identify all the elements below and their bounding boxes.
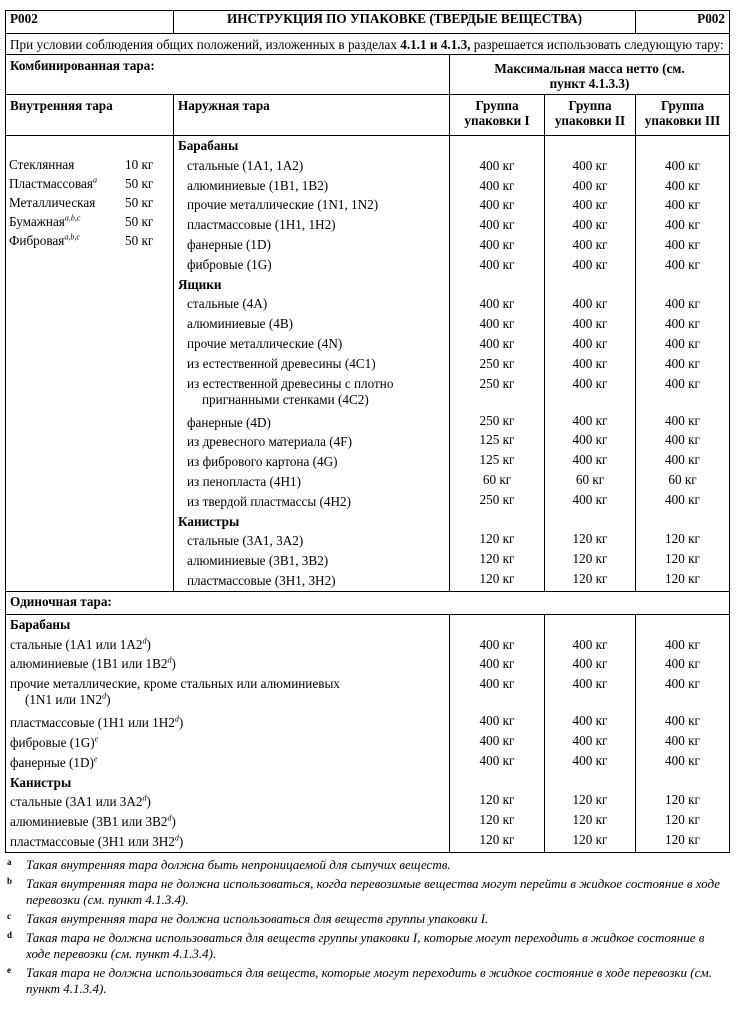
packaging-type: [174, 156, 449, 176]
max-mass-value: 400 кг: [572, 752, 608, 768]
max-mass-value: 400 кг: [665, 316, 700, 332]
max-mass-value: 400 кг: [572, 636, 608, 652]
max-mass-value: 400 кг: [479, 732, 515, 748]
max-mass-value: 400 кг: [572, 316, 608, 332]
max-mass-value: 120 кг: [479, 792, 515, 808]
max-mass-value: 400 кг: [665, 157, 700, 173]
packaging-type-label: Барабаны: [178, 138, 239, 153]
max-mass-value: 400 кг: [479, 316, 515, 332]
max-mass-value: 400 кг: [665, 256, 700, 272]
packaging-type-label: алюминиевые (3B1, 3B2): [187, 553, 329, 569]
packaging-type-label: из пенопласта (4H1): [187, 473, 302, 489]
packaging-type: [174, 195, 449, 215]
inner-item-label: Стеклянная: [9, 157, 75, 173]
packaging-type-label: Канистры: [10, 774, 72, 790]
max-mass-value: 120 кг: [572, 531, 608, 547]
max-mass-value: 400 кг: [479, 752, 515, 768]
max-mass-value: 120 кг: [665, 551, 700, 567]
max-mass-value: 400 кг: [665, 412, 700, 428]
inner-item-label: Фибровая: [9, 233, 65, 249]
max-mass-value: 120 кг: [479, 812, 515, 828]
packaging-type: [6, 713, 449, 733]
label-tail: ): [171, 814, 176, 830]
max-mass-value: 400 кг: [665, 636, 700, 652]
max-mass-value: 60 кг: [668, 471, 697, 487]
packaging-type-label: пластмассовые (3H1 или 3H2: [10, 833, 175, 849]
max-mass-value: 120 кг: [479, 531, 515, 547]
max-mass-value: 400 кг: [665, 355, 700, 371]
packaging-type-label: из древесного материала (4F): [187, 434, 352, 450]
instruction-code-left: P002: [6, 11, 174, 34]
footnote-mark: b: [7, 875, 13, 886]
packaging-type-label: прочие металлические (4N): [187, 335, 343, 351]
inner-item-mass: 50 кг: [125, 195, 154, 211]
packaging-type: [174, 215, 449, 235]
max-mass-value: 400 кг: [572, 656, 608, 672]
max-mass-value: 400 кг: [572, 177, 608, 193]
packaging-type: [6, 654, 449, 674]
inner-item-mass: 10 кг: [125, 157, 154, 173]
packaging-type-line: пригнанными стенками (4C2): [202, 391, 369, 407]
max-mass-value: [545, 275, 635, 295]
footnote-c: [5, 911, 729, 927]
inner-item-name: [9, 193, 95, 212]
footnote-mark: e: [7, 964, 11, 975]
max-mass-value: 400 кг: [479, 157, 515, 173]
group1-values: [450, 136, 545, 592]
packaging-type: [174, 354, 449, 374]
max-mass-value: 120 кг: [572, 551, 608, 567]
max-mass-value: [450, 771, 544, 791]
max-mass-value: 400 кг: [665, 236, 700, 252]
max-mass-value: 250 кг: [479, 491, 515, 507]
max-mass-value: 400 кг: [479, 197, 515, 213]
inner-item: [6, 231, 173, 250]
packaging-type-label: Канистры: [178, 513, 240, 529]
max-mass-value: 400 кг: [479, 217, 515, 233]
footnote-d: [5, 930, 729, 962]
max-mass-value: 125 кг: [479, 432, 515, 448]
footnote-text: Такая внутренняя тара не должна использоваться для веществ группы упаковки I.: [26, 910, 489, 926]
max-mass-value: 400 кг: [665, 296, 700, 312]
max-mass-value: [545, 615, 635, 635]
max-mass-value: 120 кг: [479, 570, 515, 586]
max-mass-value: 400 кг: [665, 217, 700, 233]
footnote-e: [5, 965, 729, 997]
inner-item-label: Металлическая: [9, 195, 96, 211]
packaging-type: [174, 235, 449, 255]
label-tail: ): [171, 656, 176, 672]
packaging-type: [174, 334, 449, 354]
single-packaging-list: [6, 614, 450, 852]
col-group1-header: Группа упаковки I: [450, 95, 545, 136]
max-mass-value: 400 кг: [572, 296, 608, 312]
col-group2-header: Группа упаковки II: [545, 95, 636, 136]
inner-item: [6, 174, 173, 193]
max-mass-value: 400 кг: [572, 355, 608, 371]
footnote-text: Такая внутренняя тара не должна использоваться, когда перевозимые вещества могут перейти в жидкое состояние в ходе перевозки (см. пункт 4.1.3.4).: [26, 875, 721, 907]
group2-values: [545, 136, 636, 592]
category-heading: [6, 615, 449, 635]
max-mass-value: 400 кг: [665, 713, 700, 729]
packaging-type-line: из естественной древесины с плотно: [187, 375, 394, 391]
packing-instruction-page: [5, 10, 729, 1000]
packaging-type-label: из фибрового картона (4G): [187, 454, 338, 470]
inner-item-mass: 50 кг: [125, 214, 154, 230]
footnote-b: [5, 876, 729, 908]
max-mass-value: [450, 510, 544, 530]
max-mass-value: [545, 771, 635, 791]
max-mass-value: 400 кг: [665, 335, 700, 351]
max-mass-value: [545, 510, 635, 530]
max-mass-value: 400 кг: [572, 256, 608, 272]
inner-item-name: [9, 231, 80, 250]
category-heading: [174, 136, 449, 156]
max-mass-value: 400 кг: [572, 375, 608, 391]
max-mass-value: 400 кг: [665, 752, 700, 768]
footnote-ref: d: [142, 793, 147, 803]
label-tail: ): [146, 794, 151, 810]
inner-spacer: [6, 136, 173, 155]
packaging-type-label: алюминиевые (4B): [187, 316, 294, 332]
packaging-type-label: стальные (1A1 или 1A2: [10, 636, 143, 652]
footnote-mark: d: [7, 929, 13, 940]
max-mass-value: 120 кг: [572, 570, 608, 586]
max-mass-value: 400 кг: [572, 491, 608, 507]
packaging-type-label: пластмассовые (1H1 или 1H2: [10, 715, 175, 731]
max-mass-value: 400 кг: [572, 157, 608, 173]
packaging-type-label: алюминиевые (3B1 или 3B2: [10, 814, 168, 830]
packaging-type-label: стальные (3A1, 3A2): [187, 533, 304, 549]
inner-item-footnote-ref: a: [92, 176, 97, 185]
max-mass-value: 400 кг: [479, 335, 515, 351]
col-group3-header: Группа упаковки III: [636, 95, 730, 136]
packaging-type: [174, 452, 449, 472]
category-heading: [6, 773, 449, 793]
inner-packaging-list: [6, 136, 174, 592]
packaging-type: [174, 571, 449, 591]
single-group1-values: [450, 614, 545, 852]
inner-item: [6, 155, 173, 174]
packaging-type-label: Барабаны: [10, 616, 71, 632]
packaging-type-label: Ящики: [178, 276, 222, 292]
max-mass-value: 400 кг: [665, 656, 700, 672]
max-mass-value: 400 кг: [572, 713, 608, 729]
packaging-type: [174, 294, 449, 314]
packaging-type-label: пластмассовые (1H1, 1H2): [187, 217, 336, 233]
inner-item-name: [9, 212, 80, 231]
max-mass-value: 400 кг: [665, 432, 700, 448]
max-mass-value: 120 кг: [572, 831, 608, 847]
packaging-type-label: алюминиевые (1B1 или 1B2: [10, 656, 168, 672]
max-mass-value: 125 кг: [479, 452, 515, 468]
max-mass-value: 400 кг: [479, 656, 515, 672]
footnote-mark: c: [7, 910, 11, 921]
packaging-type: [6, 792, 449, 812]
max-mass-value: [545, 136, 635, 156]
max-mass-value: 120 кг: [572, 792, 608, 808]
max-mass-value: 400 кг: [665, 452, 700, 468]
label-tail: ): [106, 692, 111, 708]
max-mass-value: 400 кг: [479, 296, 515, 312]
inner-item-label: Бумажная: [9, 214, 65, 230]
max-mass-value: 250 кг: [479, 355, 515, 371]
inner-item-name: [9, 174, 97, 193]
footnote-ref: d: [142, 636, 147, 646]
packaging-type: [6, 753, 449, 773]
packaging-type: [174, 472, 449, 492]
max-mass-value: [450, 136, 544, 156]
inner-item: [6, 193, 173, 212]
label-tail: ): [178, 715, 184, 731]
packaging-type-line: (1N1 или 1N2$^d$): [25, 691, 111, 708]
page-title: ИНСТРУКЦИЯ ПО УПАКОВКЕ (ТВЕРДЫЕ ВЕЩЕСТВА): [174, 11, 636, 34]
max-mass-value: 250 кг: [479, 375, 515, 391]
packaging-type-label: фанерные (1D): [10, 754, 94, 770]
max-mass-value: 400 кг: [572, 217, 608, 233]
inner-item-name: [9, 155, 74, 174]
max-mass-value: 60 кг: [482, 471, 512, 487]
max-mass-value: [636, 136, 729, 156]
max-mass-value: 120 кг: [665, 812, 700, 828]
max-mass-value: [450, 275, 544, 295]
max-mass-value: 400 кг: [572, 432, 608, 448]
packaging-type: [174, 551, 449, 571]
label-tail: ): [146, 636, 151, 652]
packing-table: [5, 10, 730, 853]
packaging-type: [174, 314, 449, 334]
packaging-type-label: из твердой пластмассы (4H2): [187, 493, 351, 509]
max-mass-value: 400 кг: [665, 197, 700, 213]
packaging-type: [6, 832, 449, 852]
max-mass-value: 400 кг: [572, 676, 608, 692]
inner-item: [6, 212, 173, 231]
max-mass-value: 60 кг: [575, 471, 605, 487]
packaging-type-label: из естественной древесины (4C1): [187, 355, 376, 371]
inner-item-label: Пластмассовая: [9, 176, 93, 192]
packaging-type-label: фанерные (1D): [187, 236, 271, 252]
packaging-type: [174, 492, 449, 512]
packaging-type: [6, 674, 449, 713]
max-mass-value: 400 кг: [572, 732, 608, 748]
max-mass-value: 400 кг: [479, 177, 515, 193]
packaging-type: [174, 413, 449, 433]
max-mass-value: 400 кг: [479, 713, 515, 729]
max-mass-value: [450, 615, 544, 635]
packaging-type: [174, 176, 449, 196]
max-mass-value: [636, 510, 729, 530]
max-mass-value: 120 кг: [479, 551, 515, 567]
max-mass-value: 400 кг: [665, 375, 700, 391]
inner-item-footnote-ref: a,b,c: [64, 233, 80, 242]
packaging-type-label: фибровые (1G): [187, 256, 272, 272]
category-heading: [174, 512, 449, 532]
packaging-type: [174, 432, 449, 452]
max-mass-value: 120 кг: [665, 831, 700, 847]
footnote-ref: d: [167, 813, 172, 823]
footnote-ref: d: [174, 833, 179, 843]
footnote-ref: d: [167, 655, 172, 665]
single-group2-values: [545, 614, 636, 852]
packaging-type-label: стальные (3A1 или 3A2: [10, 794, 143, 810]
max-mass-value: 120 кг: [479, 831, 515, 847]
footnote-ref: e: [94, 734, 99, 744]
packaging-type: [6, 733, 449, 753]
max-mass-value: 120 кг: [665, 531, 700, 547]
col-inner-header: Внутренняя тара: [6, 95, 174, 136]
outer-packaging-list: [174, 136, 450, 592]
max-mass-value: 400 кг: [479, 256, 515, 272]
max-mass-value: 400 кг: [479, 236, 515, 252]
intro-paragraph: При условии соблюдения общих положений, изложенных в разделах 4.1.1 и 4.1.3, разрешается использовать следующую тару:: [6, 34, 730, 55]
max-mass-value: 400 кг: [572, 335, 608, 351]
max-mass-value: 120 кг: [665, 570, 700, 586]
max-mass-value: 400 кг: [665, 732, 700, 748]
max-mass-value: 400 кг: [665, 177, 700, 193]
footnote-ref: e: [93, 754, 98, 764]
packaging-type: [174, 374, 449, 413]
max-mass-value: 400 кг: [572, 452, 608, 468]
group3-values: [636, 136, 730, 592]
max-mass-value: 400 кг: [572, 236, 608, 252]
max-mass-header: Максимальная масса нетто (см. пункт 4.1.3.3): [450, 55, 730, 95]
combined-packaging-label: Комбинированная тара:: [6, 55, 450, 95]
footnotes: [5, 857, 729, 997]
packaging-type: [6, 812, 449, 832]
packaging-type-label: алюминиевые (1B1, 1B2): [187, 177, 329, 193]
max-mass-value: 400 кг: [665, 676, 700, 692]
packaging-type-label: стальные (4A): [187, 296, 268, 312]
max-mass-value: [636, 275, 729, 295]
packaging-type-label: стальные (1A1, 1A2): [187, 157, 304, 173]
footnote-a: [5, 857, 729, 873]
max-mass-value: 400 кг: [665, 491, 700, 507]
footnote-text: Такая внутренняя тара должна быть непроницаемой для сыпучих веществ.: [26, 856, 451, 872]
col-outer-header: Наружная тара: [174, 95, 450, 136]
max-mass-value: 400 кг: [572, 197, 608, 213]
inner-item-mass: 50 кг: [125, 233, 154, 249]
max-mass-value: 400 кг: [572, 412, 608, 428]
packaging-type-line: прочие металлические, кроме стальных или алюминиевых: [10, 676, 340, 692]
instruction-code-right: P002: [636, 11, 730, 34]
inner-item-mass: 50 кг: [125, 176, 154, 192]
footnote-text: Такая тара не должна использоваться для веществ, которые могут переходить в жидкое состояние в ходе перевозки (см. пункт 4.1.3.4).: [26, 964, 712, 996]
max-mass-value: 400 кг: [479, 636, 515, 652]
packaging-type-label: пластмассовые (3H1, 3H2): [187, 572, 336, 588]
max-mass-value: 400 кг: [479, 676, 515, 692]
footnote-mark: a: [7, 856, 12, 867]
label-tail: ): [178, 833, 184, 849]
inner-item-footnote-ref: a,b,c: [64, 214, 81, 223]
footnote-ref: d: [102, 691, 107, 701]
footnote-ref: d: [174, 714, 179, 724]
packaging-type: [174, 531, 449, 551]
single-packaging-label: Одиночная тара:: [6, 591, 730, 614]
packaging-type: [174, 255, 449, 275]
max-mass-value: [636, 771, 729, 791]
packaging-type-label: прочие металлические (1N1, 1N2): [187, 197, 379, 213]
max-mass-value: 120 кг: [665, 792, 700, 808]
packaging-type-label: фибровые (1G): [10, 734, 95, 750]
max-mass-value: 250 кг: [479, 412, 515, 428]
footnote-text: Такая тара не должна использоваться для веществ группы упаковки I, которые могут переходить в жидкое состояние в ходе перевозки (см. пункт 4.1.3.4).: [26, 929, 705, 961]
max-mass-value: [636, 615, 729, 635]
packaging-type-label: фанерные (4D): [187, 414, 271, 430]
category-heading: [174, 275, 449, 295]
packaging-type: [6, 635, 449, 655]
max-mass-value: 120 кг: [572, 812, 608, 828]
single-group3-values: [636, 614, 730, 852]
